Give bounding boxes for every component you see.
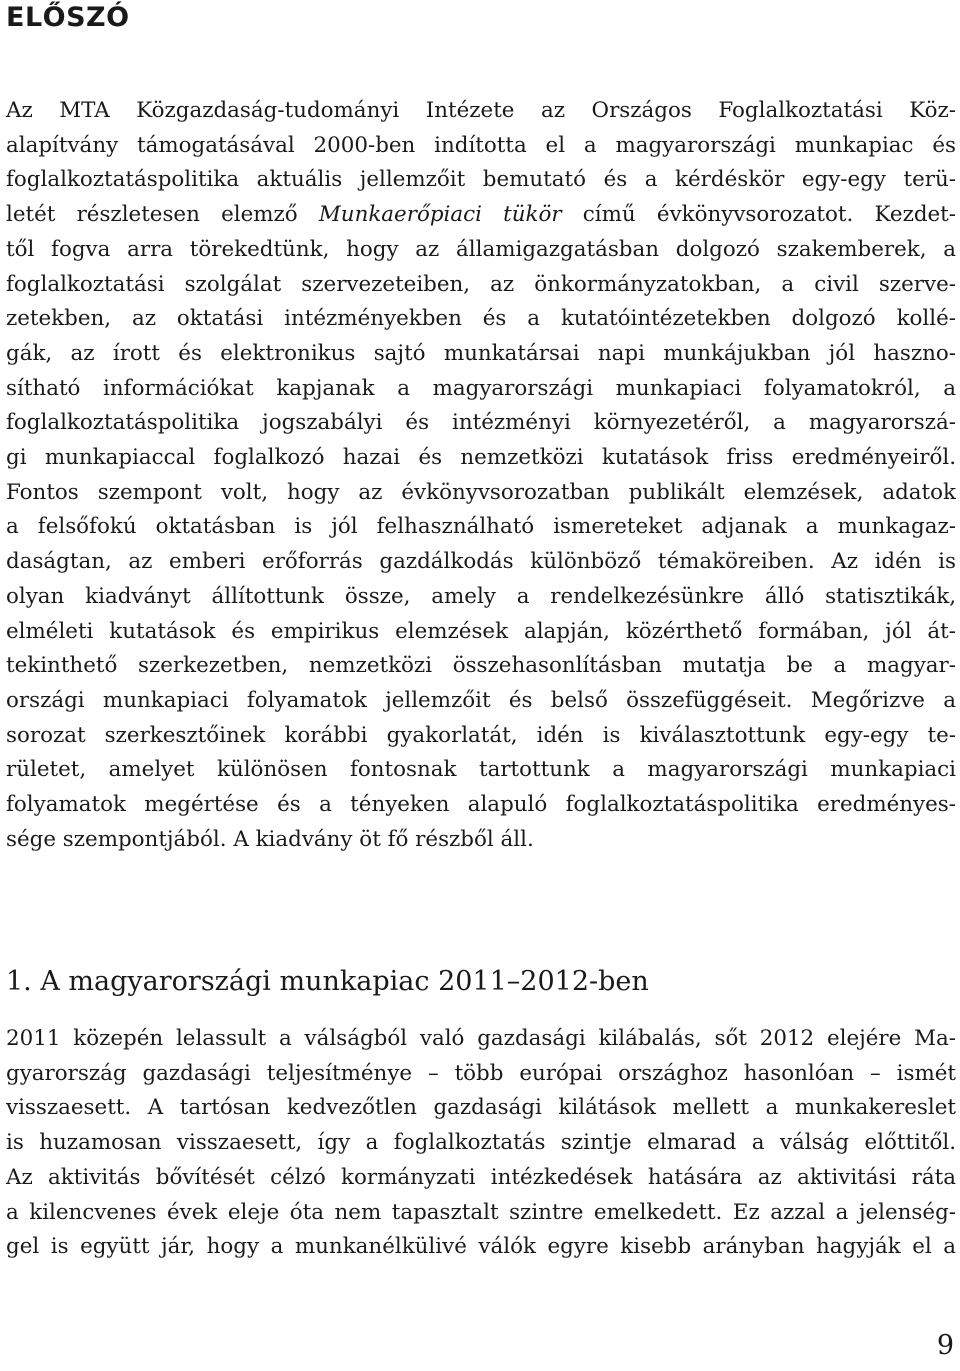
- text-line: foglalkoztatáspolitika jogszabályi és intézményi környezetéről, a magyarorszá-: [6, 410, 956, 436]
- text-line: 2011 közepén lelassult a válságból való gazdasági kilábalás, sőt 2012 elejére Ma-: [6, 1026, 956, 1051]
- text-line: sorozat szerkesztőinek korábbi gyakorlatát, idén is kiválasztottunk egy-egy te-: [6, 722, 956, 748]
- text-fragment: című évkönyvsorozatot. Kezdet-: [561, 202, 957, 228]
- text-fragment: letét részletesen elemző: [6, 202, 319, 228]
- text-line: visszaesett. A tartósan kedvezőtlen gazdasági kilátások mellett a munkakereslet: [6, 1095, 956, 1121]
- text-line: zetekben, az oktatási intézményekben és a kutatóintézetekben dolgozó kollé-: [6, 306, 956, 332]
- text-line: sége szempontjából. A kiadvány öt fő részből áll.: [6, 826, 534, 852]
- text-line: gyarország gazdasági teljesítménye – több európai országhoz hasonlóan – ismét: [6, 1060, 956, 1086]
- page-number: 9: [936, 1330, 954, 1361]
- text-line: gák, az írott és elektronikus sajtó munkatársai napi munkájukban jól haszno-: [6, 340, 956, 366]
- text-line: foglalkoztatási szolgálat szervezeteiben, az önkormányzatokban, a civil szerve-: [6, 271, 956, 297]
- text-line: Az MTA Közgazdaság-tudományi Intézete az Országos Foglalkoztatási Köz-: [6, 98, 956, 123]
- text-line: gi munkapiaccal foglalkozó hazai és nemzetközi kutatások friss eredményeiről.: [6, 445, 956, 471]
- text-line: is huzamosan visszaesett, így a foglalkoztatás szintje elmarad a válság előttitől.: [6, 1130, 956, 1156]
- text-line: [6, 198, 956, 233]
- text-line: országi munkapiaci folyamatok jellemzőit és belső összefüggéseit. Megőrizve a: [6, 687, 956, 713]
- page-heading: ELŐSZÓ: [6, 2, 130, 33]
- text-line: tekinthető szerkezetben, nemzetközi összehasonlításban mutatja be a magyar-: [6, 653, 956, 679]
- text-line: gel is együtt jár, hogy a munkanélkülivé válók egyre kisebb arányban hagyják el a: [6, 1234, 956, 1260]
- text-line: elméleti kutatások és empirikus elemzések alapján, közérthető formában, jól át-: [6, 618, 956, 644]
- text-line: daságtan, az emberi erőforrás gazdálkodás különböző témaköreiben. Az idén is: [6, 549, 956, 575]
- book-title: Munkaerőpiaci tükör: [318, 202, 562, 228]
- text-line: Az aktivitás bővítését célzó kormányzati intézkedések hatására az aktivitási ráta: [6, 1164, 956, 1190]
- text-line: sítható információkat kapjanak a magyarországi munkapiaci folyamatokról, a: [6, 375, 956, 401]
- text-line: olyan kiadványt állítottunk össze, amely a rendelkezésünkre álló statisztikák,: [6, 583, 956, 609]
- text-line: a kilencvenes évek eleje óta nem tapasztalt szintre emelkedett. Ez azzal a jelenség-: [6, 1199, 956, 1225]
- text-line: folyamatok megértése és a tényeken alapuló foglalkoztatáspolitika eredményes-: [6, 792, 956, 818]
- section-paragraph: [6, 1022, 956, 1265]
- text-line: foglalkoztatáspolitika aktuális jellemzőit bemutató és a kérdéskör egy-egy terü-: [6, 167, 956, 193]
- text-line: rületet, amelyet különösen fontosnak tartottunk a magyarországi munkapiaci: [6, 757, 956, 783]
- text-line: alapítvány támogatásával 2000-ben indította el a magyarországi munkapiac és: [6, 132, 956, 158]
- section-title: 1. A magyarországi munkapiac 2011–2012-ben: [6, 966, 649, 997]
- text-line: től fogva arra törekedtünk, hogy az államigazgatásban dolgozó szakemberek, a: [6, 236, 956, 262]
- text-line: Fontos szempont volt, hogy az évkönyvsorozatban publikált elemzések, adatok: [6, 479, 956, 505]
- foreword-paragraph: [6, 94, 956, 857]
- text-line: a felsőfokú oktatásban is jól felhasználható ismereteket adjanak a munkagaz-: [6, 514, 956, 540]
